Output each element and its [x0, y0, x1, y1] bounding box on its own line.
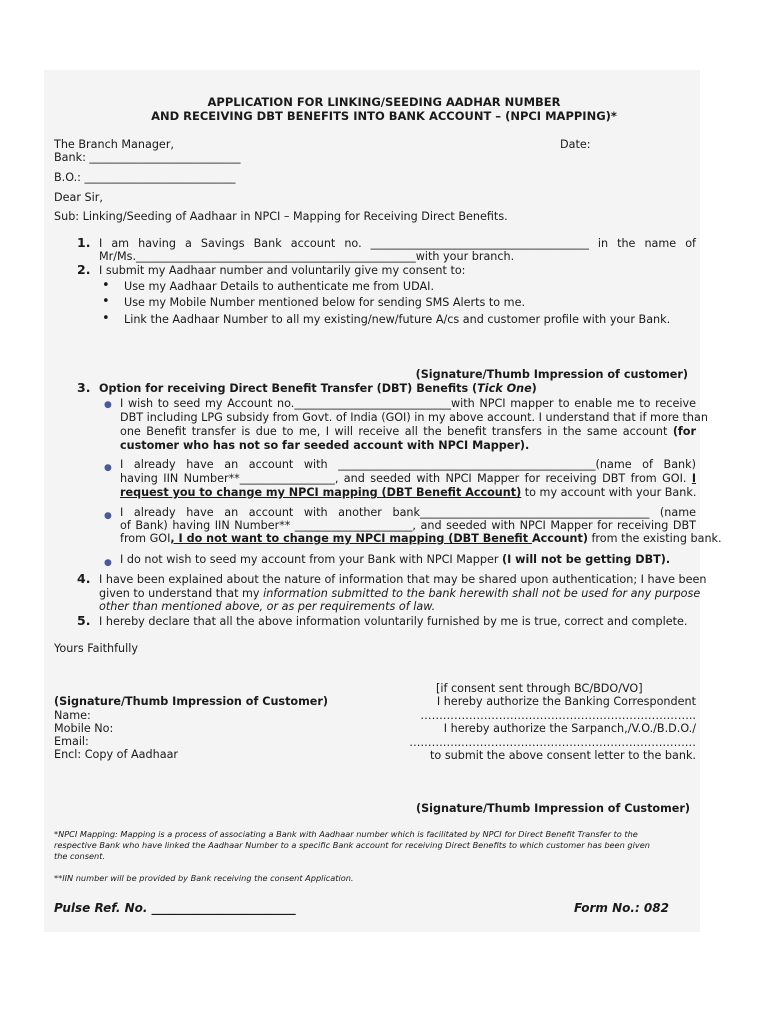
name-field: Name:	[54, 709, 91, 722]
option-2-line1: I already have an account with ______________________________________________(name of Bank)	[120, 458, 696, 471]
item-5-number: 5.	[77, 613, 91, 628]
sarpanch-name-dots: …………..………………………………………………………	[409, 736, 696, 749]
footnote-npci-line3: the consent.	[54, 851, 106, 861]
option-bullet: ●	[104, 558, 112, 568]
item-2-number: 2.	[77, 262, 91, 277]
option-bullet: ●	[104, 400, 112, 410]
branch-office-field: B.O.: ___________________________	[54, 171, 236, 184]
email-field: Email:	[54, 735, 89, 748]
option-1-line2: DBT including LPG subsidy from Govt. of India (GOI) in my above account. I understand that if more than	[120, 411, 708, 424]
closing: Yours Faithfully	[54, 642, 138, 655]
date-label: Date:	[560, 138, 591, 151]
consent-item: Use my Mobile Number mentioned below for sending SMS Alerts to me.	[124, 296, 526, 309]
footnote-npci-line2: respective Bank who have linked the Aadhaar Number to a specific Bank account for receiving Direct Benefits to which customer has been given	[54, 840, 650, 850]
customer-signature-left: (Signature/Thumb Impression of Customer)	[54, 695, 328, 708]
bullet: •	[102, 311, 110, 326]
item-3-number: 3.	[77, 380, 91, 395]
option-bullet: ●	[104, 511, 112, 521]
option-1-line4: customer who has not so far seeded account with NPCI Mapper).	[120, 439, 530, 452]
option-bullet: ●	[104, 463, 112, 473]
option-4-line: I do not wish to seed my account from your Bank with NPCI Mapper (I will not be getting DBT).	[120, 553, 671, 566]
customer-signature-2: (Signature/Thumb Impression of Customer)	[416, 802, 690, 815]
item-4-line3: other than mentioned above, or as per requirements of law.	[99, 600, 436, 613]
item-1-number: 1.	[77, 235, 91, 250]
option-3-line1: I already have an account with another bank_________________________________________ (name	[120, 506, 696, 519]
authorize-sarpanch-line: I hereby authorize the Sarpanch,/V.O./B.D.O./	[443, 722, 696, 735]
item-4-line1: I have been explained about the nature of information that may be shared upon authentication; I have been	[99, 573, 707, 586]
option-2-line2: having IIN Number**_________________, and seeded with NPCI Mapper for receiving DBT from GOI. I	[120, 472, 696, 485]
consent-item: Use my Aadhaar Details to authenticate me from UDAI.	[124, 280, 434, 293]
consent-item: Link the Aadhaar Number to all my existing/new/future A/cs and customer profile with your Bank.	[124, 313, 671, 326]
authorize-bc-line: I hereby authorize the Banking Correspondent	[436, 695, 696, 708]
pulse-ref-number: Pulse Ref. No. ________________________	[54, 901, 296, 915]
option-1-line1: I wish to seed my Account no.____________________________with NPCI mapper to enable me to receive	[120, 397, 696, 410]
item-4-number: 4.	[77, 571, 91, 586]
bc-consent-note: [if consent sent through BC/BDO/VO]	[436, 682, 643, 695]
bc-name-dots: ………………………………………………………………..	[420, 709, 696, 722]
option-1-line3: one Benefit transfer is due to me, I will receive all the benefit transfers in the same account (for	[120, 425, 696, 438]
enclosure-note: Encl: Copy of Aadhaar	[54, 748, 179, 761]
bullet: •	[102, 278, 110, 293]
footnote-iin: **IIN number will be provided by Bank receiving the consent Application.	[54, 873, 354, 883]
item-2-line1: I submit my Aadhaar number and voluntarily give my consent to:	[99, 264, 466, 277]
dbt-option-heading: Option for receiving Direct Benefit Transfer (DBT) Benefits (Tick One)	[99, 382, 537, 395]
form-number: Form No.: 082	[574, 901, 669, 915]
form-title-line1: APPLICATION FOR LINKING/SEEDING AADHAR NUMBER	[207, 95, 561, 109]
submit-consent-line: to submit the above consent letter to the bank.	[430, 749, 696, 762]
option-3-line3: from GOI, I do not want to change my NPCI mapping (DBT Benefit Account) from the existing bank.	[120, 532, 722, 545]
salutation: Dear Sir,	[54, 191, 103, 204]
item-1-line2: Mr/Ms.__________________________________________________with your branch.	[99, 250, 515, 263]
bullet: •	[102, 294, 110, 309]
footnote-npci-line1: *NPCI Mapping: Mapping is a process of associating a Bank with Aadhaar number which is facilitated by NPCI for Direct Benefit Transfer to the	[54, 829, 638, 839]
customer-signature-1: (Signature/Thumb Impression of customer)	[415, 368, 688, 381]
item-1-line1: I am having a Savings Bank account no. _______________________________________ in the name of	[99, 237, 696, 250]
item-4-line2: given to understand that my information submitted to the bank herewith shall not be used for any purpose	[99, 587, 701, 600]
option-2-line3: request you to change my NPCI mapping (DBT Benefit Account) to my account with your Bank.	[120, 486, 697, 499]
bank-field: Bank: ___________________________	[54, 151, 241, 164]
addressee: The Branch Manager,	[54, 138, 174, 151]
item-5-line1: I hereby declare that all the above information voluntarily furnished by me is true, correct and complete.	[99, 615, 688, 628]
option-3-line2: of Bank) having IIN Number** _____________________, and seeded with NPCI Mapper for receiving DBT	[120, 519, 696, 532]
form-title-line2: AND RECEIVING DBT BENEFITS INTO BANK ACCOUNT – (NPCI MAPPING)*	[151, 109, 617, 123]
mobile-field: Mobile No:	[54, 722, 114, 735]
subject-line: Sub: Linking/Seeding of Aadhaar in NPCI – Mapping for Receiving Direct Benefits.	[54, 210, 508, 223]
